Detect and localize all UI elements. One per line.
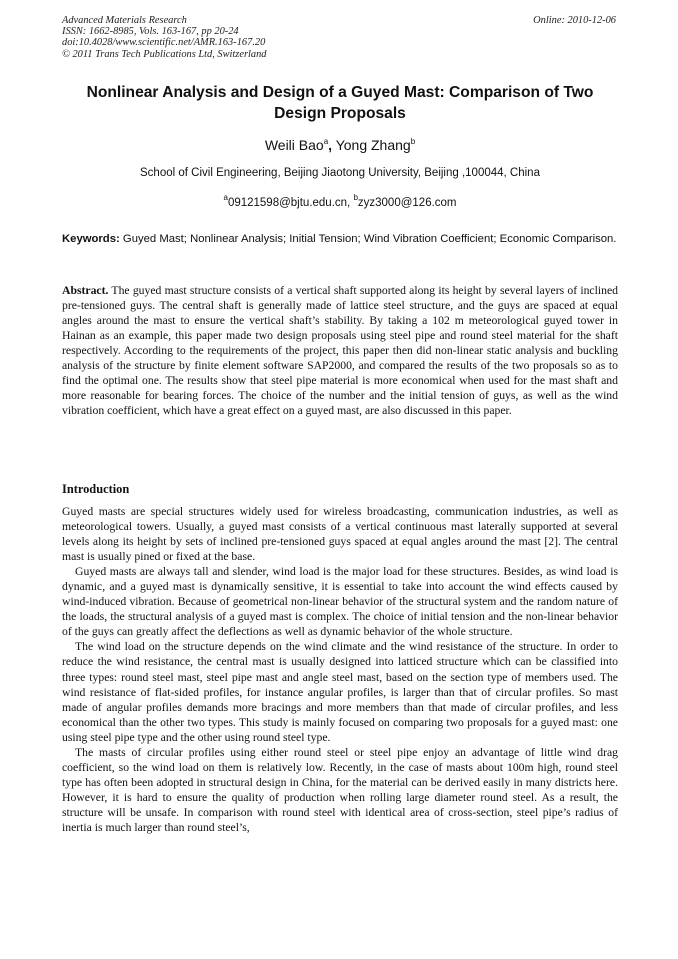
author-superscript: a bbox=[323, 137, 329, 146]
author-separator: , bbox=[328, 137, 333, 153]
doi-line: doi:10.4028/www.scientific.net/AMR.163-167.20 bbox=[62, 37, 266, 49]
paragraph: The masts of circular profiles using either round steel or steel pipe enjoy an advantage of little wind drag coefficient, so the wind load on them is relatively low. Recently, in the case of masts about 100m high, round steel type has often been adopted in structural design in China, for the material can be derived easily in many districts here. However, it is hard to ensure the quality of production when rolling large diameter round steel. As a result, the structure will be unsafe. In comparison with round steel with identical area of cross-section, steel pipe’s radius of inertia is much larger than round steel’s, bbox=[62, 745, 618, 834]
paragraph: The wind load on the structure depends on the wind climate and the wind resistance of the structure. In order to reduce the wind resistance, the central mast is usually designed into latticed structure which can be classified into three types: round steel mast, steel pipe mast and angle steel mast, based on the section type of members used. The wind resistance of flat-sided profiles, for instance angular profiles, is larger than that of circular profiles. So mast made of angular profiles demands more bracings and more members than that made of circular profiles, and less economical than the other two types. This study is mainly focused on comparing two proposals for a guyed mast: one using steel pipe type and the other using round steel type. bbox=[62, 640, 618, 744]
copyright-line: © 2011 Trans Tech Publications Ltd, Switzerland bbox=[62, 48, 267, 60]
email-list bbox=[62, 193, 618, 211]
keywords-label: Keywords: bbox=[62, 233, 120, 245]
abstract bbox=[62, 283, 618, 418]
paper-title: Nonlinear Analysis and Design of a Guyed Mast: Comparison of Two Design Proposals bbox=[86, 84, 594, 122]
paragraph: Guyed masts are always tall and slender, wind load is the major load for these structures. Besides, as wind load is dynamic, and a guyed mast is dynamically sensitive, it is essential to take into account the wind effects caused by wind-induced vibration. Because of geometrical non-linear behavior of the structural system and the random nature of the loads, the structural analysis of a guyed mast is complex. The choice of initial tension and the non-linear behavior of the guys can greatly affect the deflections as well as dynamic behavior of the whole structure. bbox=[62, 565, 618, 639]
author-list bbox=[62, 136, 618, 154]
author-name: Yong Zhang bbox=[332, 137, 411, 153]
journal-name: Advanced Materials Research bbox=[62, 15, 187, 26]
author-superscript: b bbox=[410, 137, 416, 146]
online-date: Online: 2010-12-06 bbox=[533, 15, 616, 26]
issn-line: ISSN: 1662-8985, Vols. 163-167, pp 20-24 bbox=[62, 26, 239, 38]
author-name: Weili Bao bbox=[264, 137, 324, 153]
journal-header bbox=[62, 15, 618, 60]
paragraph: Guyed masts are special structures widely used for wireless broadcasting, communication industries, as well as meteorological towers. Usually, a guyed mast consists of a vertical continuous mast laterally supported at several levels along its height by sets of inclined pre-tensioned guys spaced at equal angles around the mast [2]. The central mast is usually pined or fixed at the base. bbox=[62, 505, 618, 564]
email-address: 09121598@bjtu.edu.cn, bbox=[227, 197, 354, 209]
keywords-text: Guyed Mast; Nonlinear Analysis; Initial Tension; Wind Vibration Coefficient; Economic Comparison. bbox=[119, 233, 617, 245]
abstract-label: Abstract. bbox=[62, 284, 109, 297]
email-superscript: a bbox=[223, 193, 228, 202]
abstract-text: The guyed mast structure consists of a vertical shaft supported along its height by several layers of inclined pre-tensioned guys. The central shaft is generally made of lattice steel structure, and the guys are spaced at equal angles around the mast to ensure the vertical shaft’s stability. By taking a 102 m meteorological guyed tower in Hainan as an example, this paper made two design proposals using steel pipe and round steel material for the shaft respectively. According to the requirements of the project, this paper then did non-linear static analysis and buckling analysis of the structure by finite element software SAP2000, and compared the results of the two proposals so as to find the optimal one. The results show that steel pipe material is more economical when used for the mast shaft and more reasonable for bearing forces. The choice of the number and the initial tension of guys, as well as the wind vibration coefficient, which have a great effect on a guyed mast, are also discussed in this paper. bbox=[62, 284, 618, 418]
section-body bbox=[62, 504, 618, 835]
affiliation: School of Civil Engineering, Beijing Jiaotong University, Beijing ,100044, China bbox=[140, 167, 540, 179]
email-address: zyz3000@126.com bbox=[357, 197, 457, 209]
section-heading: Introduction bbox=[62, 482, 130, 496]
email-superscript: b bbox=[353, 193, 358, 202]
keywords bbox=[62, 232, 618, 247]
